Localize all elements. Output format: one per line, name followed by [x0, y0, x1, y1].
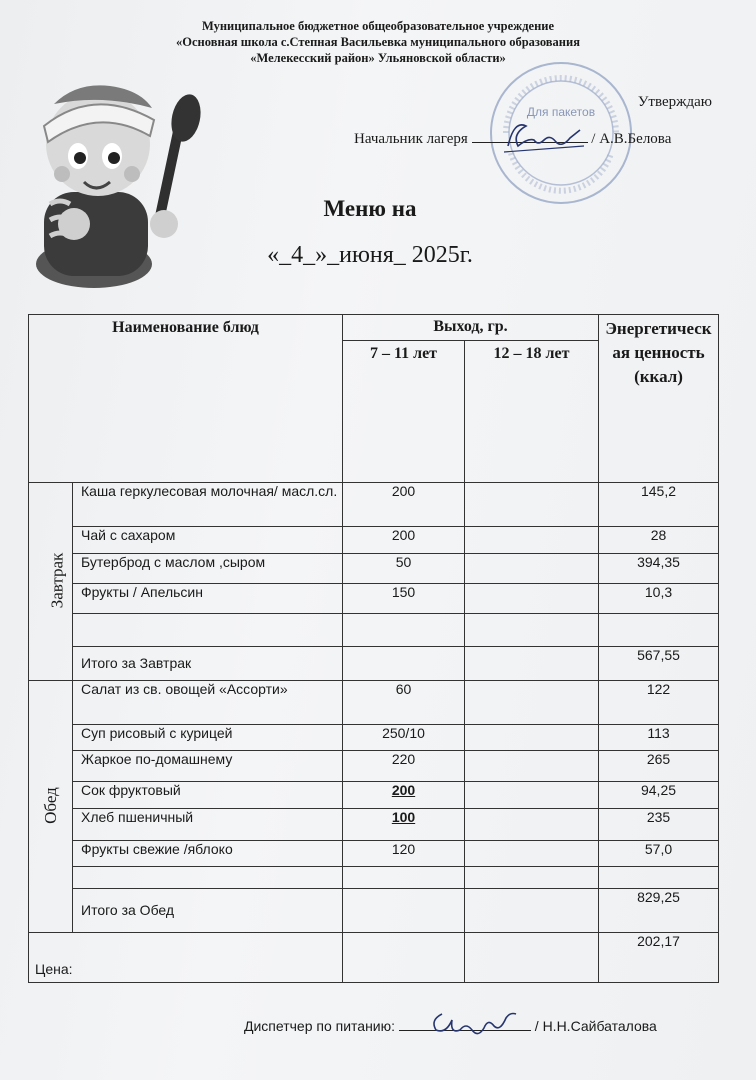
lunch-total-kcal: 829,25	[599, 889, 719, 933]
col-age2-header: 12 – 18 лет	[465, 341, 599, 483]
table-row	[29, 614, 719, 647]
kcal-cell: 235	[599, 809, 719, 841]
header-line-3: «Мелекесский район» Ульяновской области»	[250, 51, 506, 65]
grams-12-18	[465, 527, 599, 554]
kcal-cell: 28	[599, 527, 719, 554]
chef-boy-illustration	[14, 74, 214, 289]
approve-label: Утверждаю	[637, 94, 712, 110]
grams-7-11: 120	[343, 841, 465, 867]
table-row	[29, 584, 719, 614]
grams-7-11: 100	[343, 809, 465, 841]
kcal-cell: 94,25	[599, 782, 719, 809]
dish-cell: Хлеб пшеничный	[73, 809, 343, 841]
dish-cell: Суп рисовый с курицей	[73, 725, 343, 751]
dish-cell	[73, 614, 343, 647]
table-row	[29, 782, 719, 809]
kcal-cell: 122	[599, 681, 719, 725]
grams-7-11: 60	[343, 681, 465, 725]
dish-cell: Жаркое по-домашнему	[73, 751, 343, 782]
grams-12-18	[465, 841, 599, 867]
kcal-cell	[599, 614, 719, 647]
dish-cell: Чай с сахаром	[73, 527, 343, 554]
grams-7-11	[343, 614, 465, 647]
grams-12-18	[465, 584, 599, 614]
breakfast-total-label: Итого за Завтрак	[73, 647, 343, 681]
lunch-total-row	[29, 889, 719, 933]
dish-cell: Фрукты свежие /яблоко	[73, 841, 343, 867]
kcal-cell: 394,35	[599, 554, 719, 584]
grams-7-11: 50	[343, 554, 465, 584]
grams-7-11: 150	[343, 584, 465, 614]
table-row	[29, 681, 719, 725]
menu-table	[28, 314, 719, 983]
kcal-cell	[599, 867, 719, 889]
grams-12-18	[465, 483, 599, 527]
dispatcher-name: / Н.Н.Сайбаталова	[534, 1018, 657, 1034]
dish-cell: Сок фруктовый	[73, 782, 343, 809]
col-output-header: Выход, гр.	[343, 315, 599, 341]
dish-cell: Каша геркулесовая молочная/ масл.сл.	[73, 483, 343, 527]
grams-12-18	[465, 751, 599, 782]
price-row	[29, 933, 719, 983]
grams-12-18	[465, 809, 599, 841]
col-energy-header: Энергетическая ценность (ккал)	[599, 315, 719, 483]
grams-12-18	[465, 782, 599, 809]
kcal-cell: 145,2	[599, 483, 719, 527]
stamp-text: Для пакетов	[526, 105, 596, 119]
price-label: Цена:	[29, 933, 343, 983]
grams-7-11: 200	[343, 782, 465, 809]
grams-12-18	[465, 725, 599, 751]
dish-cell: Фрукты / Апельсин	[73, 584, 343, 614]
grams-12-18	[465, 867, 599, 889]
chief-name: / А.В.Белова	[591, 131, 672, 147]
grams-12-18	[465, 614, 599, 647]
breakfast-total-kcal: 567,55	[599, 647, 719, 681]
kcal-cell: 265	[599, 751, 719, 782]
breakfast-section-label: Завтрак	[29, 483, 73, 681]
dispatcher-label: Диспетчер по питанию:	[244, 1018, 396, 1034]
grams-12-18	[465, 681, 599, 725]
grams-7-11: 200	[343, 483, 465, 527]
header-line-1: Муниципальное бюджетное общеобразовательное учреждение	[201, 19, 555, 33]
table-row	[29, 483, 719, 527]
chief-signature	[500, 116, 590, 160]
col-dish-header: Наименование блюд	[29, 315, 343, 483]
table-row	[29, 841, 719, 867]
grams-7-11	[343, 867, 465, 889]
lunch-section-label: Обед	[29, 681, 73, 933]
dish-cell	[73, 867, 343, 889]
kcal-cell: 113	[599, 725, 719, 751]
dispatcher-signature	[428, 1004, 528, 1038]
grams-7-11: 200	[343, 527, 465, 554]
grams-12-18	[465, 554, 599, 584]
school-header	[0, 18, 756, 66]
table-row	[29, 809, 719, 841]
breakfast-total-row	[29, 647, 719, 681]
table-row	[29, 867, 719, 889]
menu-title: Меню на	[323, 196, 417, 221]
col-age1-header: 7 – 11 лет	[343, 341, 465, 483]
kcal-cell: 10,3	[599, 584, 719, 614]
table-row	[29, 725, 719, 751]
lunch-total-label: Итого за Обед	[73, 889, 343, 933]
price-value: 202,17	[599, 933, 719, 983]
kcal-cell: 57,0	[599, 841, 719, 867]
grams-7-11: 220	[343, 751, 465, 782]
table-row	[29, 527, 719, 554]
table-row	[29, 751, 719, 782]
chief-label: Начальник лагеря	[354, 131, 468, 147]
dish-cell: Бутерброд с маслом ,сыром	[73, 554, 343, 584]
menu-date: «_4_»_июня_ 2025г.	[267, 242, 473, 268]
grams-7-11: 250/10	[343, 725, 465, 751]
header-line-2: «Основная школа с.Степная Васильевка муниципального образования	[176, 35, 580, 49]
table-row	[29, 554, 719, 584]
dish-cell: Салат из св. овощей «Ассорти»	[73, 681, 343, 725]
